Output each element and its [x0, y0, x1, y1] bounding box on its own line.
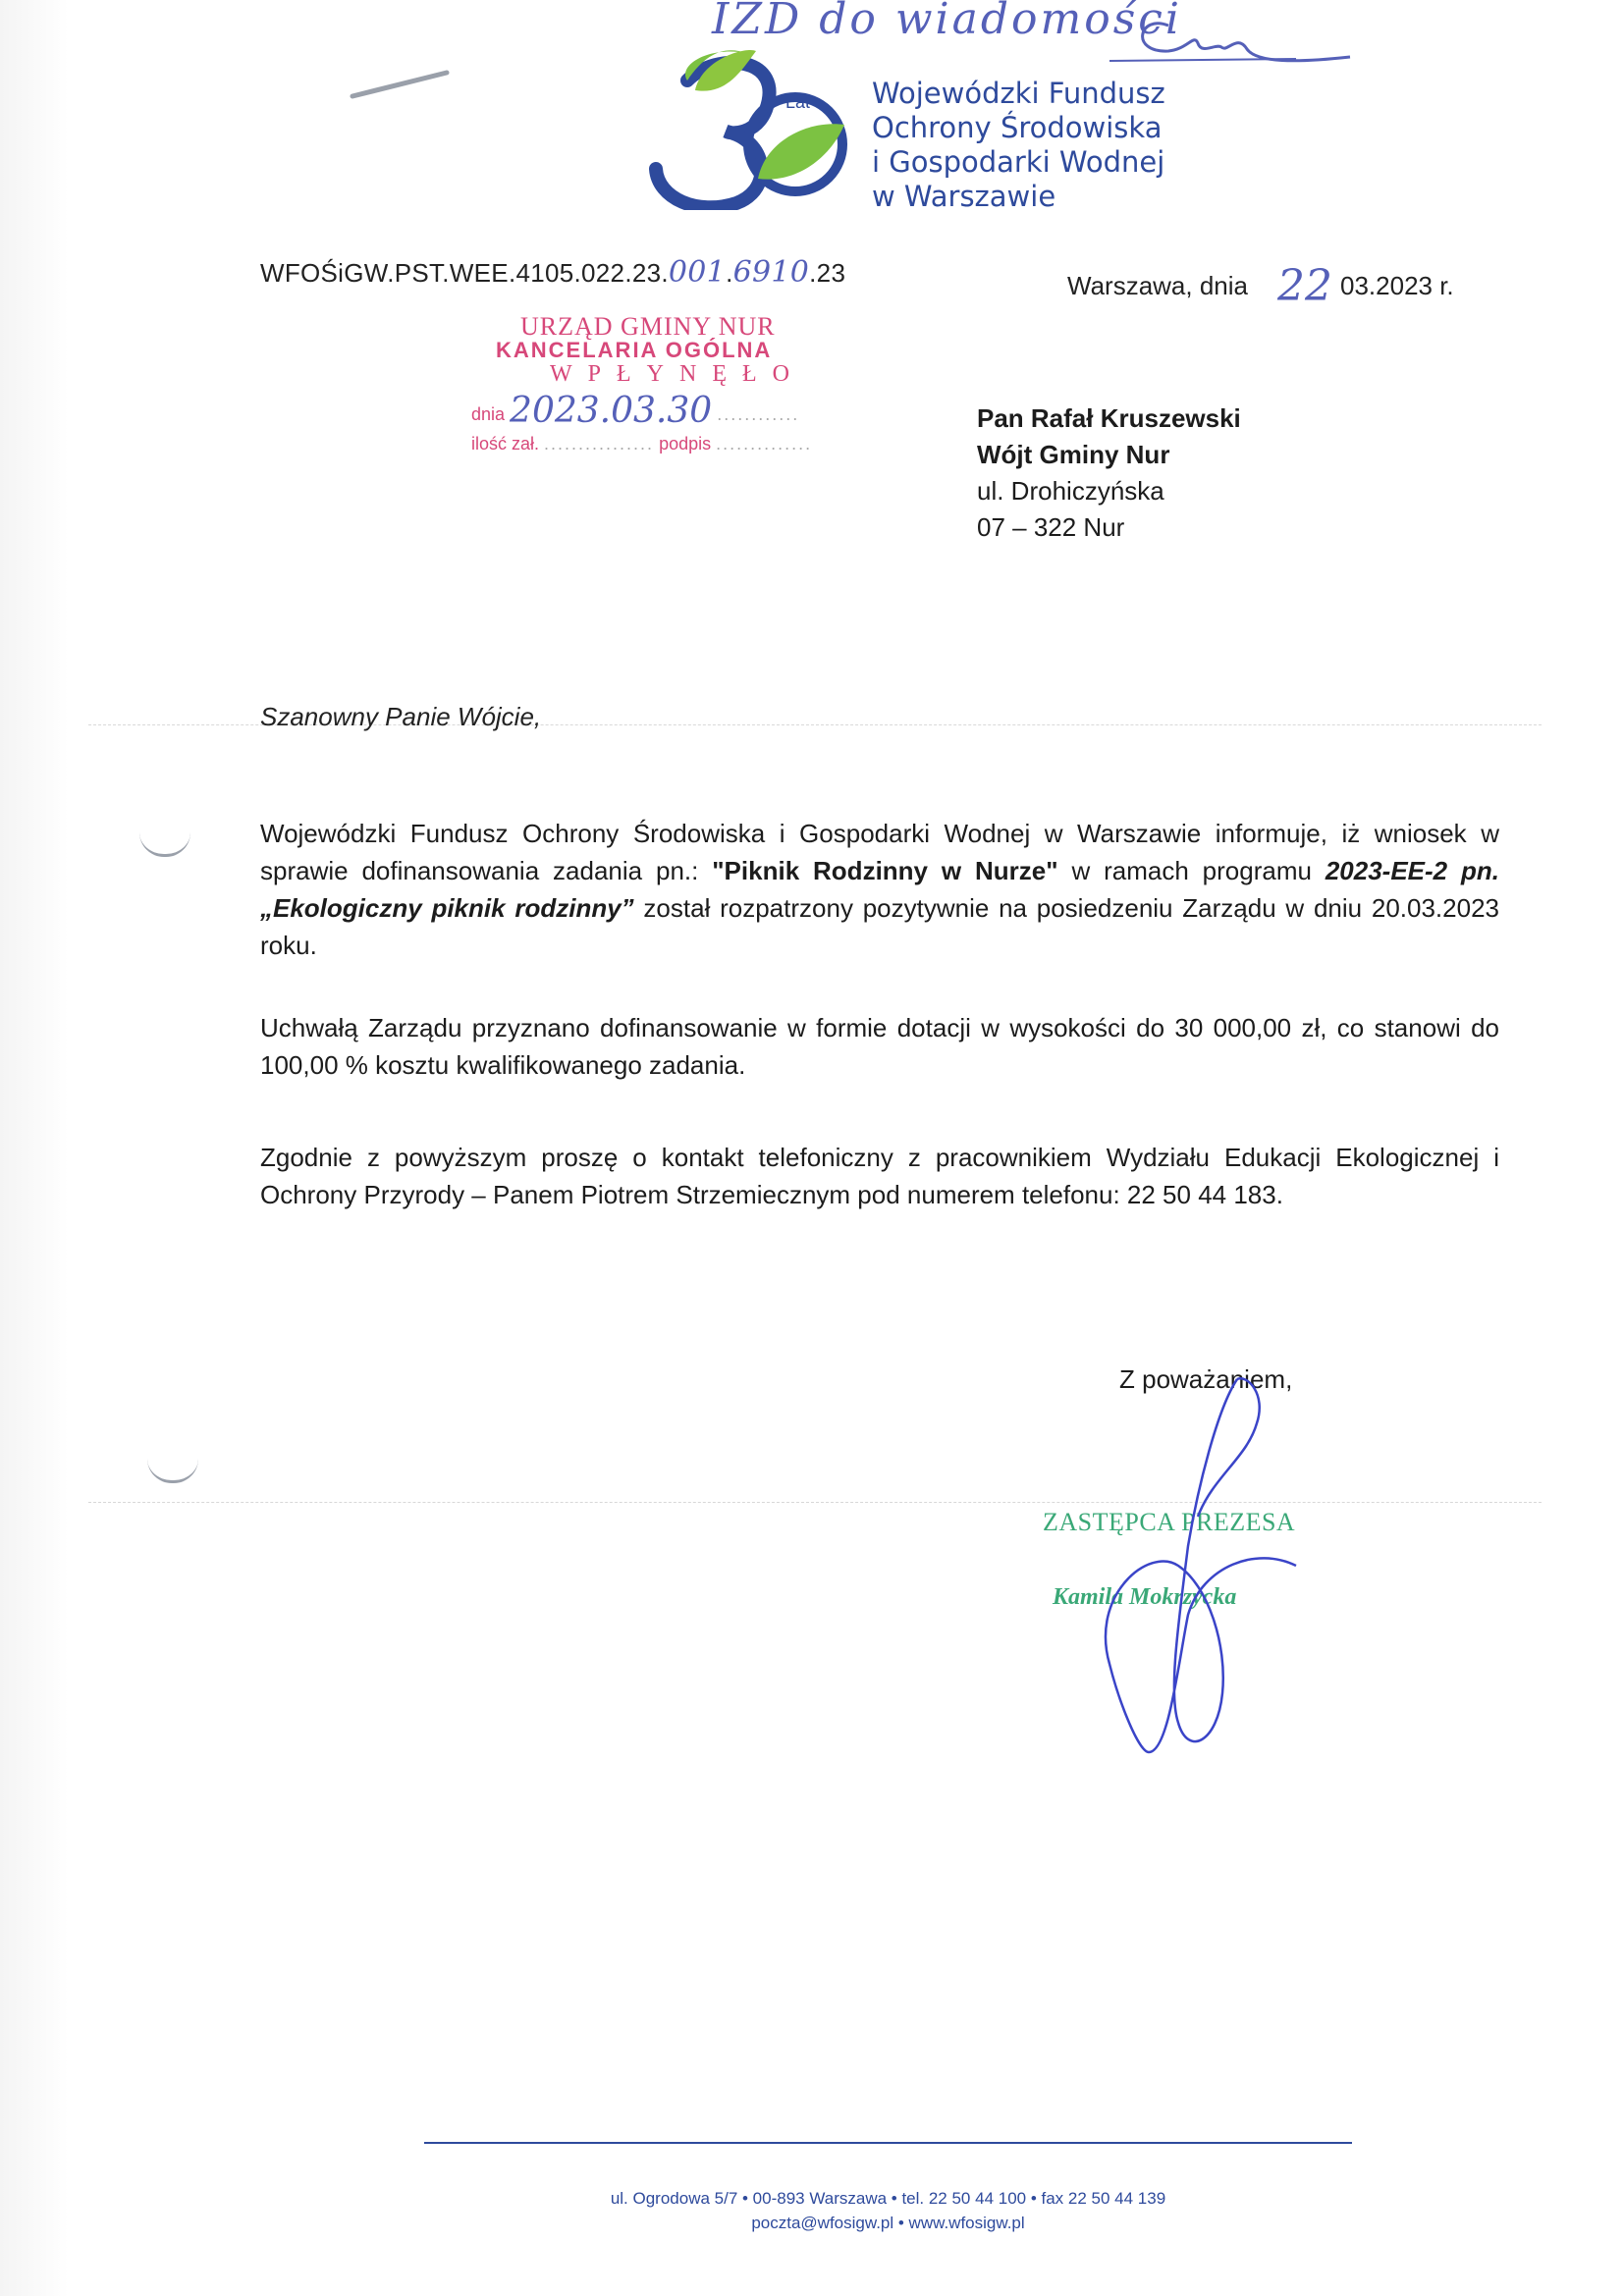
stamp-office: URZĄD GMINY NUR [520, 312, 776, 341]
org-line: w Warszawie [872, 180, 1056, 213]
addressee-postal: 07 – 322 Nur [977, 512, 1125, 542]
addressee-block [977, 400, 1241, 546]
p1-text: Wojewódzki Fundusz Ochrony Środowiska i Gospodarki Wodnej w Warszawie informuje, iż wniosek w sprawie dofinansowania zadania pn.: [260, 819, 1499, 885]
stamp-department: KANCELARIA OGÓLNA [496, 338, 773, 362]
footer-contact: poczta@wfosigw.pl • www.wfosigw.pl [751, 2214, 1025, 2232]
paperclip-mark [349, 67, 457, 106]
ref-separator: . [726, 258, 733, 288]
addressee-name: Pan Rafał Kruszewski [977, 403, 1241, 433]
stamp-received: WPŁYNĘŁO [550, 361, 805, 387]
paragraph-decision [260, 815, 1499, 964]
signatory-name-stamp: Kamila Mokrzycka [1053, 1584, 1237, 1610]
stamp-date-value: 2023.03.30 [510, 391, 713, 431]
org-line: Ochrony Środowiska [872, 111, 1163, 144]
fund-30-years-logo [648, 41, 854, 210]
scan-edge-shadow [0, 0, 69, 2296]
handwritten-day: 22 [1277, 261, 1332, 311]
punch-hole-mark [139, 832, 190, 857]
ref-suffix: .23 [809, 258, 846, 288]
addressee-street: ul. Drohiczyńska [977, 476, 1164, 506]
addressee-title: Wójt Gminy Nur [977, 440, 1170, 469]
stamp-dotted-line: ............ [717, 404, 800, 424]
stamp-dotted-line: ................ [544, 434, 655, 454]
handwritten-initials [1100, 4, 1355, 73]
stamp-attachments-row [471, 434, 812, 454]
paragraph-grant: Uchwałą Zarządu przyznano dofinansowanie w formie dotacji w wysokości do 30 000,00 zł, co stanowi do 100,00 % kosztu kwalifikowanego zadania. [260, 1013, 1499, 1080]
closing: Z poważaniem, [1119, 1364, 1293, 1394]
ref-prefix: WFOŚiGW.PST.WEE.4105.022.23. [260, 258, 669, 288]
stamp-signature-label: podpis [659, 434, 712, 454]
handwritten-note: IZD do wiadomości [712, 0, 1182, 44]
ref-handwritten: 001 [668, 255, 727, 290]
place-label: Warszawa, dnia [1067, 271, 1248, 300]
received-stamp [471, 312, 825, 469]
signatory-role-stamp: ZASTĘPCA PREZESA [1043, 1508, 1296, 1536]
paragraph-contact: Zgodnie z powyższym proszę o kontakt telefoniczny z pracownikiem Wydziału Edukacji Ekologicznej i Ochrony Przyrody – Panem Piotrem Strzemiecznym pod numerem telefonu: 22 50 44 183. [260, 1143, 1499, 1209]
stamp-date-label: dnia [471, 404, 506, 424]
ref-handwritten: 6910 [732, 255, 810, 290]
footer-address: ul. Ogrodowa 5/7 • 00-893 Warszawa • tel. 22 50 44 100 • fax 22 50 44 139 [610, 2189, 1166, 2208]
punch-hole-mark [147, 1459, 198, 1483]
stamp-attachments-label: ilość zał. [471, 434, 540, 454]
date-suffix: 03.2023 r. [1340, 271, 1454, 300]
org-line: i Gospodarki Wodnej [872, 145, 1165, 179]
reference-number [260, 255, 845, 290]
org-line: Wojewódzki Fundusz [872, 77, 1165, 110]
handwritten-signature [1031, 1369, 1325, 1782]
footer-divider [424, 2142, 1352, 2144]
task-name: "Piknik Rodzinny w Nurze" [712, 856, 1058, 885]
stamp-dotted-line: .............. [716, 434, 813, 454]
organization-name [872, 77, 1165, 214]
stamp-date-row [471, 389, 799, 429]
place-date [1067, 255, 1454, 311]
p1-text: w ramach programu [1057, 856, 1325, 885]
program-name: 2023-EE-2 pn. „Ekologiczny piknik rodzinny” [260, 856, 1499, 923]
p1-text: został rozpatrzony pozytywnie na posiedzeniu Zarządu w dniu 20.03.2023 roku. [260, 893, 1499, 960]
salutation: Szanowny Panie Wójcie, [260, 702, 542, 731]
logo-badge-text: Lat [785, 92, 811, 112]
